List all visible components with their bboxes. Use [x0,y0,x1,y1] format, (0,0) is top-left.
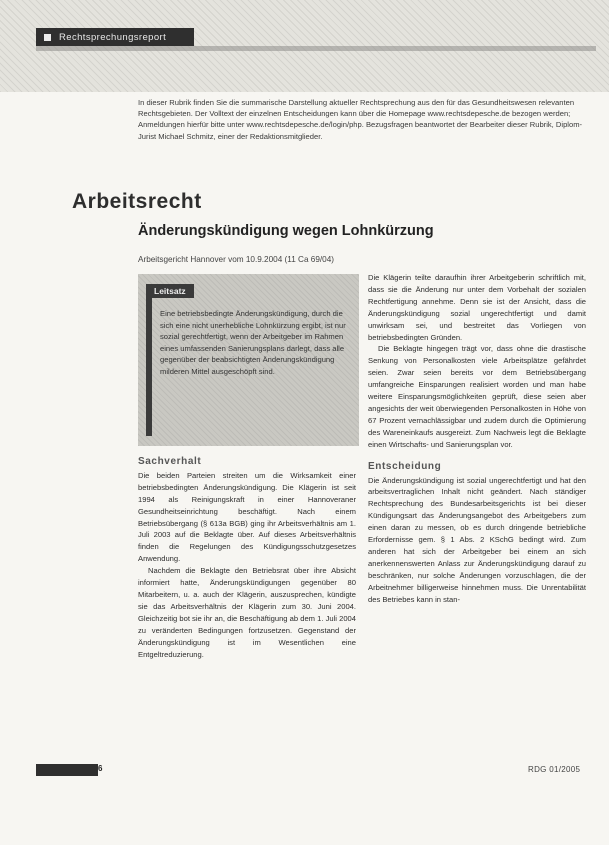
rubric-tab [36,28,194,46]
sachverhalt-paragraph-2: Nachdem die Beklagte den Betriebsrat über ihre Absicht informiert hatte, Änderungskündigungen gegenüber 80 Mitarbeitern, u. a. auch der Klägerin, auszusprechen, kündigte sie das Arbeitsverhältnis der Klägerin zum 30. Juni 2004. Gleichzeitig bot sie ihr an, die Beschäftigung ab dem 1. Juli 2004 zu veränderten Bedingungen fortzusetzen. Gegenstand der Änderungskündigung ist im Wesentlichen eine Entgeltreduzierung. [138,566,356,659]
footer-bar [36,764,98,776]
entscheidung-paragraph-1: Die Änderungskündigung ist sozial ungerechtfertigt und hat den arbeitsvertraglichen Inhalt nicht geändert. Nach ständiger Rechtsprechung des Bundesarbeitsgerichts ist bei dieser Kündigungsart das Änderungsangebot des Arbeitgebers zum einen daran zu messen, ob es durch dringende betriebliche Erfordernisse gem. § 1 Abs. 2 KSchG bedingt wird. Zum anderen hat sich der Arbeitgeber bei einem an sich anerkennenswerten Anlass zur Änderungskündigung darauf zu beschränken, nur solche Änderungen vorzuschlagen, die der Arbeitnehmer billigerweise hinnehmen muss. Die Unrentabilität des Betriebes kann in stan- [368,475,586,604]
right-paragraph-2: Die Beklagte hingegen trägt vor, dass ohne die drastische Senkung von Personalkosten viele Arbeitsplätze gefährdet seien. Zwar seien bereits vor dem Betriebsübergang umfangreiche Einsparungen realisiert worden und man habe weitere Einsparungsmöglichkeiten geprüft, diese seien aber angesichts der weit überwiegenden Personalkosten in Höhe von 67 Prozent vernachlässigbar und zudem durch die Optimierung des Wareneinkaufs ausgereizt. Zum Nachweis legt die Beklagte einen Wirtschafts- und Sanierungsplan vor. [368,344,586,449]
intro-paragraph: In dieser Rubrik finden Sie die summarische Darstellung aktueller Rechtsprechung aus den für das Gesundheitswesen relevanten Rechtsgebieten. Der Volltext der einzelnen Entscheidungen kann über die Homepage www.rechtsdepesche.de bezogen werden; Anmeldungen hierfür bitte unter www.rechtsdepesche.de/login/php. Bezugsfragen beantwortet der Bearbeiter dieser Rubrik, Diplom-Jurist Michael Schmitz, einer der Redaktionsmitglieder. [138,98,583,141]
section-title: Arbeitsrecht [72,190,202,213]
entscheidung-heading: Entscheidung [368,460,442,472]
rubric-square-icon [44,34,51,41]
issue-label: RDG 01/2005 [528,765,581,774]
leitsatz-box [138,274,359,446]
sachverhalt-heading: Sachverhalt [138,456,202,467]
leitsatz-text: Eine betriebsbedingte Änderungskündigung, durch die sich eine nicht unerhebliche Lohnkürzung ergibt, ist nur sozial gerechtfertigt, wenn der Arbeitgeber im Rahmen eines umfassenden Sanierungsplans darlegt, dass alle gegenüber der beabsichtigten Änderungskündigung milderen Mittel ausgeschöpft sind. [160,309,346,376]
sachverhalt-paragraph-1: Die beiden Parteien streiten um die Wirksamkeit einer betriebsbedingten Änderungskündigung. Die Klägerin ist seit 1994 als Reinigungskraft in einer Hannoveraner Gesundheitseinrichtung beschäftigt. Nach einem Betriebsübergang (§ 613a BGB) ging ihr Arbeitsverhältnis am 1. Juli 2003 auf die Beklagte über. Auf dieses Arbeitsverhältnis finden die Regelungen des Kündigungsschutzgesetzes Anwendung. [138,470,356,564]
header-stripe [36,46,596,51]
article-title: Änderungskündigung wegen Lohnkürzung [138,223,434,239]
page-number: 6 [98,764,103,773]
right-column [368,272,586,605]
rubric-label: Rechtsprechungsreport [59,31,167,43]
leitsatz-bar [146,298,152,436]
right-paragraph-1: Die Klägerin teilte daraufhin ihrer Arbeitgeberin schriftlich mit, dass sie die Änderung nur unter dem Vorbehalt der sozialen Rechtfertigung annehme. Denn sie ist der Ansicht, dass die Änderungskündigung sozial ungerechtfertigt und damit unwirksam sei, und bestreitet das Vorliegen von betriebsbedingten Gründen. [368,273,586,342]
leitsatz-label: Leitsatz [146,284,194,298]
article-citation: Arbeitsgericht Hannover vom 10.9.2004 (11 Ca 69/04) [138,255,335,264]
left-column [138,456,356,660]
